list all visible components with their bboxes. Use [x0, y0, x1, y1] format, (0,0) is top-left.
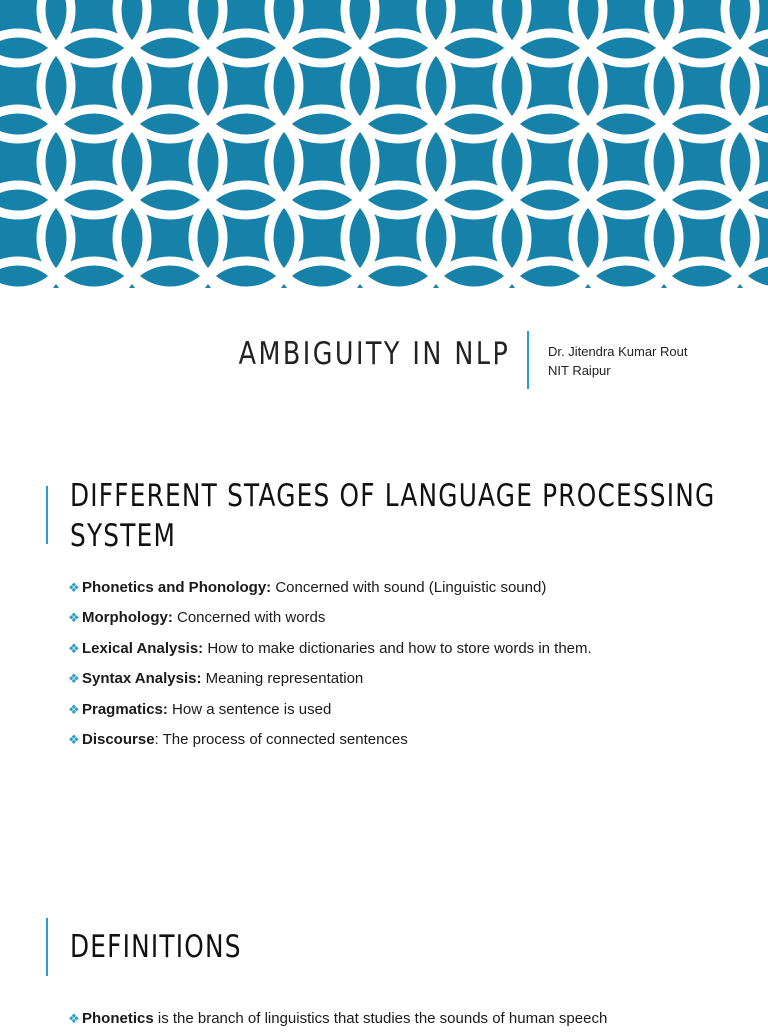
item-description: Concerned with words — [172, 609, 326, 627]
author-block — [548, 342, 687, 380]
stages-heading — [70, 476, 715, 556]
list-item — [68, 695, 592, 725]
list-item — [68, 664, 592, 694]
diamond-bullet-icon: ❖ — [68, 671, 80, 687]
section-accent-bar — [46, 486, 48, 544]
item-term: Lexical Analysis: — [82, 639, 204, 657]
item-description: Concerned with sound (Linguistic sound) — [271, 579, 547, 596]
definitions-heading: DEFINITIONS — [70, 929, 242, 965]
author-name: Dr. Jitendra Kumar Rout — [548, 344, 688, 359]
item-term: Morphology: — [82, 609, 173, 627]
item-description: Meaning representation — [201, 670, 364, 688]
stages-heading-line2: SYSTEM — [70, 518, 177, 554]
stages-heading-line1: DIFFERENT STAGES OF LANGUAGE PROCESSING — [70, 478, 716, 514]
item-description: How to make dictionaries and how to store words in them. — [203, 639, 592, 657]
title-banner-pattern — [0, 0, 768, 288]
diamond-bullet-icon: ❖ — [68, 1011, 80, 1026]
stages-list — [68, 573, 592, 755]
diamond-bullet-icon: ❖ — [68, 701, 80, 717]
item-term: Phonetics — [82, 1010, 154, 1027]
item-description: : The process of connected sentences — [154, 730, 408, 748]
title-slide — [0, 330, 768, 390]
item-term: Discourse — [82, 730, 155, 748]
item-term: Phonetics and Phonology: — [82, 579, 272, 596]
presentation-title: AMBIGUITY IN NLP — [238, 336, 510, 372]
circle-lattice-pattern — [0, 0, 768, 288]
title-divider — [527, 331, 529, 389]
list-item — [68, 634, 592, 664]
list-item — [68, 1004, 607, 1034]
section-accent-bar — [46, 918, 48, 976]
list-item — [68, 725, 592, 755]
diamond-bullet-icon: ❖ — [68, 731, 80, 747]
item-description: is the branch of linguistics that studies the sounds of human speech — [153, 1010, 608, 1027]
list-item — [68, 573, 592, 603]
diamond-bullet-icon: ❖ — [68, 580, 80, 595]
item-description: How a sentence is used — [167, 700, 332, 718]
diamond-bullet-icon: ❖ — [68, 610, 80, 626]
diamond-bullet-icon: ❖ — [68, 640, 80, 656]
list-item — [68, 603, 592, 633]
item-term: Pragmatics: — [82, 700, 168, 718]
item-term: Syntax Analysis: — [82, 670, 202, 688]
author-institution: NIT Raipur — [548, 363, 611, 378]
definitions-list — [68, 1004, 607, 1034]
